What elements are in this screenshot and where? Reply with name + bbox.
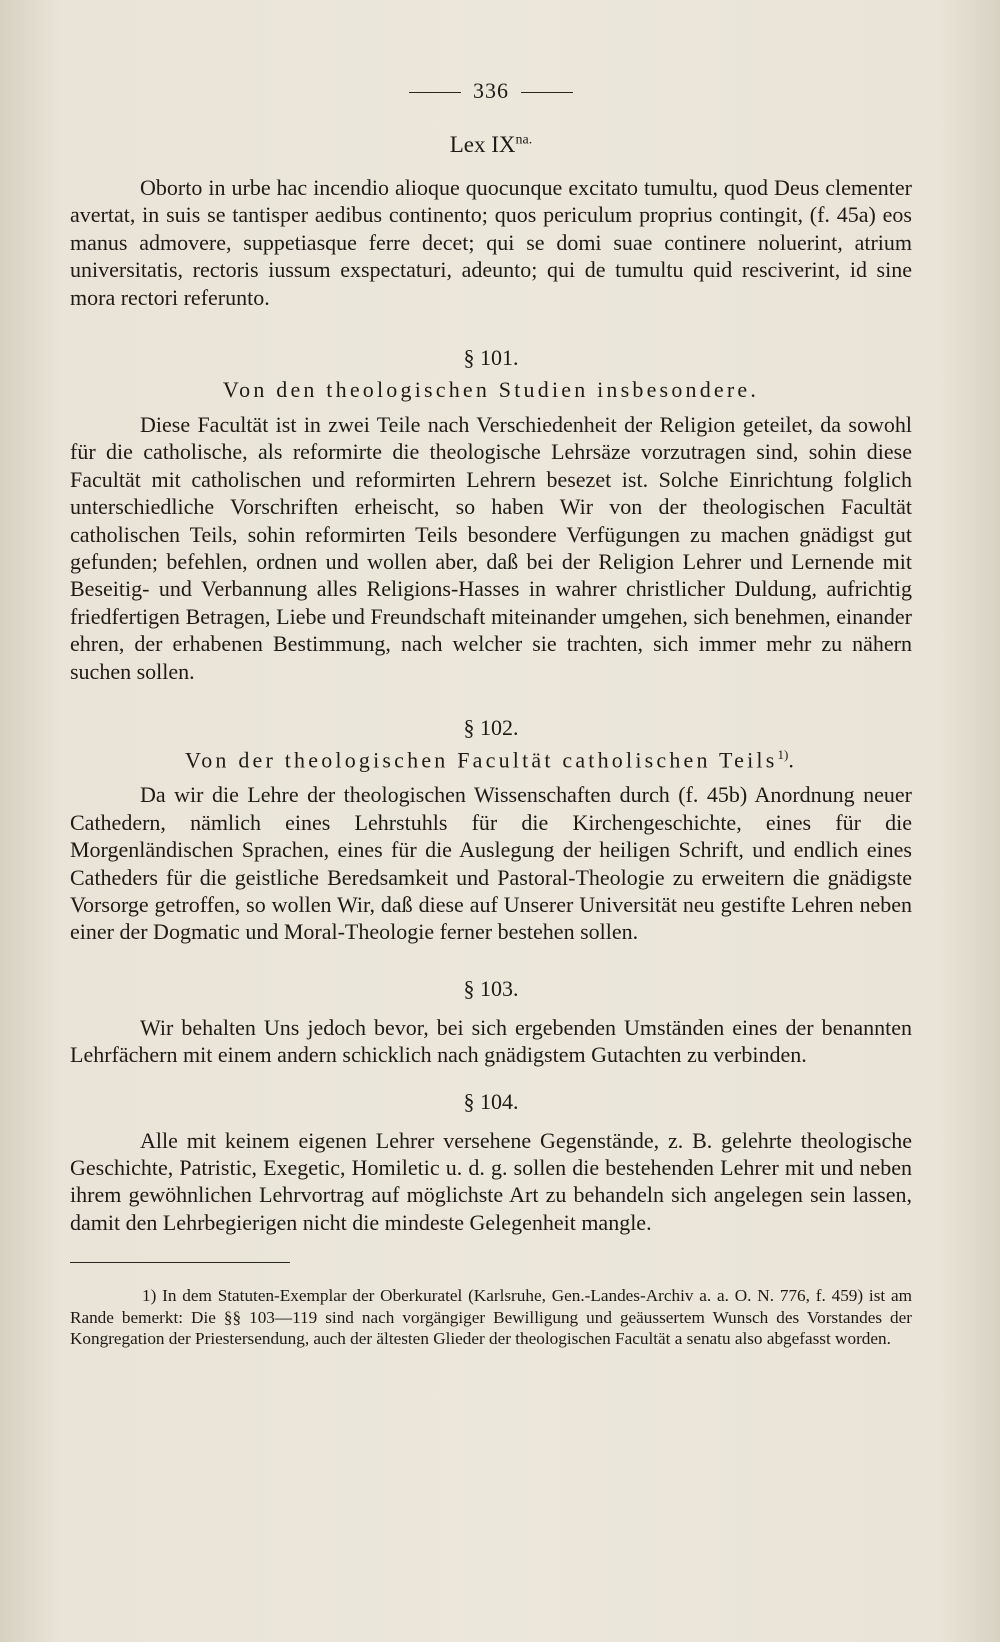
section-102-number: § 102. xyxy=(463,715,519,741)
page-content xyxy=(70,78,912,1350)
footnote-ref: 1) xyxy=(777,747,789,763)
section-103-text: Wir behalten Uns jedoch bevor, bei sich ergebenden Umständen eines der benannten Lehrfächern mit einem andern schicklich nach gnädigstem Gutachten zu verbinden. xyxy=(70,1014,912,1068)
rule-left xyxy=(409,92,461,93)
section-104-text: Alle mit keinem eigenen Lehrer versehene Gegenstände, z. B. gelehrte theologische Geschichte, Patristic, Exegetic, Homiletic u. d. g. sollen die bestehenden Lehrer mit und neben ihrem gewöhnlichen Lehrvortrag auf möglichste Art zu behandeln sich angelegen sein lassen, damit den Lehrbegierigen nicht die mindeste Gelegenheit mangle. xyxy=(70,1127,912,1235)
lex-heading xyxy=(70,132,912,158)
page-number: 336 xyxy=(473,78,509,103)
section-102-title-end: . xyxy=(788,747,798,773)
section-102-title xyxy=(70,747,912,773)
section-102-text: Da wir die Lehre der theologischen Wissenschaften durch (f. 45b) Anordnung neuer Cathedern, nämlich eines Lehrstuhls für die Kirchengeschichte, eines für die Morgenländischen Sprachen, eines für die Auslegung der heiligen Schrift, und endlich eines Catheders für die geistliche Beredsamkeit und Pastoral-Theologie zu erweitern die gnädigste Vorsorge getroffen, so wollen Wir, daß diese auf Unserer Universität neu gestifte Lehren neben einer der Dogmatic und Moral-Theologie ferner bestehen sollen. xyxy=(70,782,912,945)
section-101-text: Diese Facultät ist in zwei Teile nach Verschiedenheit der Religion geteilet, da sowohl für die catholische, als reformirte die theologische Lehrsäze vorzutragen sind, sohin diese Facultät mit catholischen und reformirten Lehrern besezet ist. Solche Einrichtung folglich unterschiedliche Vorschriften erheischt, so haben Wir von der theologischen Facultät catholischen Teils, sohin reformirten Teils besondere Verfügungen zu machen gnädigst gut gefunden; befehlen, ordnen und wollen aber, daß bei der Religion Lehrer und Lernende mit Beseitig- und Verbannung alles Religions-Hasses in wahrer christlicher Duldung, aufrichtig friedfertigen Betragen, Liebe und Freundschaft miteinander umgehen, sich benehmen, einander ehren, der erhabenen Bestimmung, nach welcher sie trachten, sich immer mehr zu nähern suchen sollen. xyxy=(70,412,912,684)
lex-heading-sup: na. xyxy=(515,132,533,148)
section-102-title-text: Von der theologischen Facultät catholischen Teils xyxy=(184,747,778,773)
lex-paragraph: Oborto in urbe hac incendio alioque quocunque excitato tumultu, quod Deus clementer avertat, in suis se tantisper aedibus continento; quos periculum proprius contingit, (f. 45a) eos manus admovere, suppetiasque ferre decet; qui se domi suae continere noluerint, atrium universitatis, rectoris iussum exspectaturi, adeunto; qui de tumultu quid resciverint, id sine mora rectori referunto. xyxy=(70,175,912,310)
page-number-line xyxy=(70,78,912,104)
section-103-number: § 103. xyxy=(463,975,519,1001)
section-101-number: § 101. xyxy=(463,345,519,371)
section-101-title: Von den theologischen Studien insbesondere. xyxy=(222,377,760,403)
footnote-rule xyxy=(70,1262,290,1263)
lex-heading-text: Lex IX xyxy=(449,132,516,157)
section-104-number: § 104. xyxy=(463,1088,519,1114)
footnote: 1) In dem Statuten-Exemplar der Oberkuratel (Karlsruhe, Gen.-Landes-Archiv a. a. O. N. 776, f. 459) ist am Rande bemerkt: Die §§ 103—119 sind nach vorgängiger Bewilligung und geäussertem Wunsch des Vorstandes der Kongregation der Priestersendung, auch der ältesten Glieder der theologischen Facultät a senatu also abgefasst worden. xyxy=(70,1286,912,1349)
rule-right xyxy=(521,92,573,93)
